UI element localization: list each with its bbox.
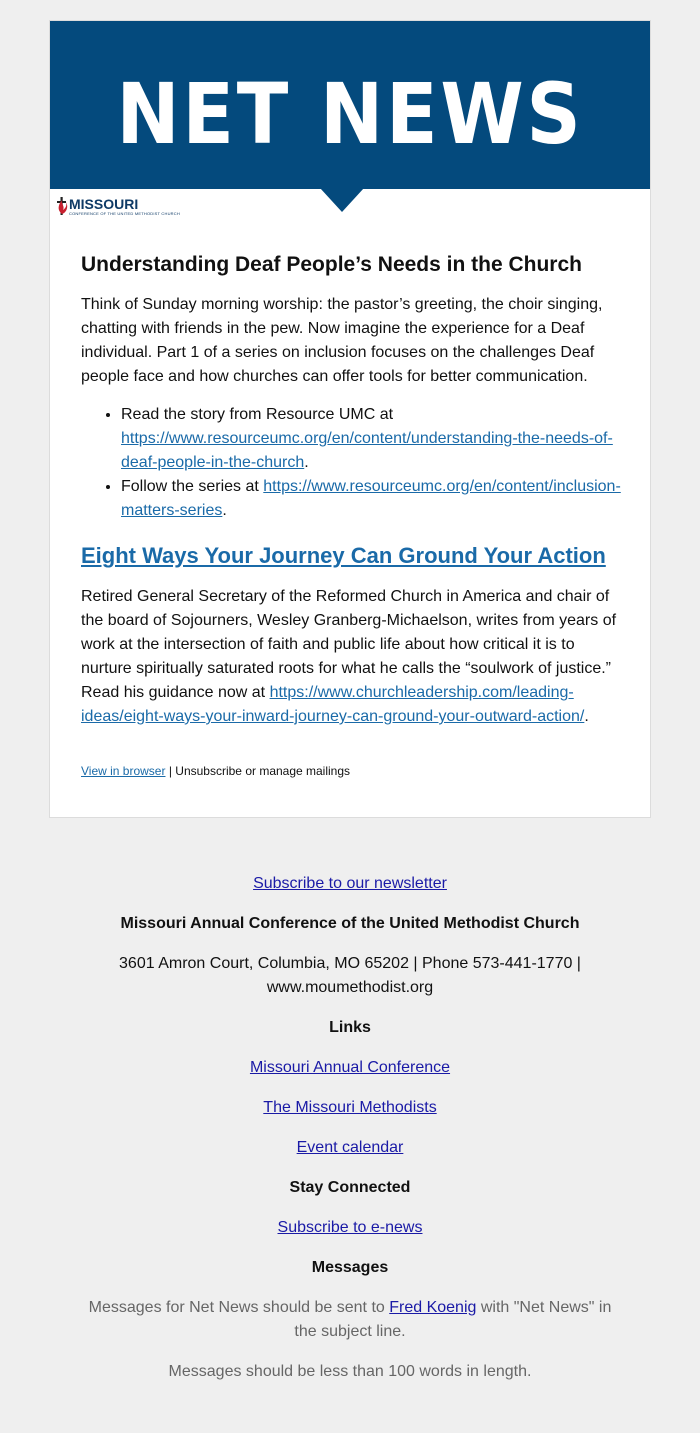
- subscribe-newsletter-link[interactable]: Subscribe to our newsletter: [253, 875, 447, 892]
- separator: |: [165, 764, 176, 778]
- missouri-logo: [56, 195, 180, 219]
- organization-name: Missouri Annual Conference of the United Methodist Church: [120, 915, 580, 932]
- newsletter-content: [81, 251, 626, 779]
- article-body: Think of Sunday morning worship: the pastor’s greeting, the choir singing, chatting with friends in the pew. Now imagine the experience for a Deaf individual. Part 1 of a series on inclusion focuses on the challenges Deaf people face and how churches can offer tools for better communication.: [81, 296, 603, 385]
- footer-row: [85, 1136, 615, 1160]
- banner-title: NET NEWS: [116, 65, 584, 163]
- footer-row: [85, 872, 615, 896]
- subscribe-enews-link[interactable]: Subscribe to e-news: [277, 1219, 423, 1236]
- mail-links: [81, 763, 626, 779]
- article-body-text: Retired General Secretary of the Reformed Church in America and chair of the board of Sojourners, Wesley Granberg-Michaelson, writes from years of work at the intersection of faith and public life about how critical it is to nurture spiritually saturated roots for what he calls the “soulwork of justice.” Read his guidance now at: [81, 588, 617, 701]
- list-item: [121, 475, 626, 523]
- missouri-conference-link[interactable]: Missouri Annual Conference: [249, 1059, 451, 1076]
- resource-story-link[interactable]: https://www.resourceumc.org/en/content/understanding-the-needs-of-deaf-people-in-the-church: [121, 430, 613, 471]
- stay-connected-heading: Stay Connected: [289, 1179, 411, 1196]
- bullet-suffix: .: [222, 502, 227, 519]
- messages-text-suffix: with "Net News" in the subject line.: [294, 1299, 612, 1340]
- list-item: [121, 403, 626, 475]
- header-banner: [50, 21, 650, 189]
- logo-wordmark: MISSOURI: [69, 196, 139, 212]
- links-heading: Links: [329, 1019, 371, 1036]
- article-body: [81, 585, 626, 729]
- view-in-browser-link[interactable]: View in browser: [81, 764, 166, 778]
- churchleadership-link[interactable]: https://www.churchleadership.com/leading-ideas/eight-ways-your-inward-journey-can-ground-your-outward-action/: [81, 684, 585, 725]
- messages-text: Messages for Net News should be sent to: [88, 1299, 390, 1316]
- article-title-link[interactable]: Eight Ways Your Journey Can Ground Your Action: [81, 543, 606, 568]
- article-title: Understanding Deaf People’s Needs in the Church: [81, 253, 582, 276]
- newsletter-card: [49, 20, 651, 818]
- footer-row: [85, 1056, 615, 1080]
- bullet-text: Read the story from Resource UMC at: [121, 406, 394, 423]
- cross-flame-icon: [56, 196, 68, 216]
- missouri-methodists-link[interactable]: The Missouri Methodists: [263, 1099, 437, 1116]
- unsubscribe-text: Unsubscribe or manage mailings: [175, 764, 351, 778]
- banner-notch: [320, 188, 364, 212]
- logo-subtitle: CONFERENCE OF THE UNITED METHODIST CHURCH: [69, 211, 180, 216]
- address: 3601 Amron Court, Columbia, MO 65202 | Phone 573-441-1770 | www.moumethodist.org: [119, 955, 581, 996]
- messages-note: [85, 1296, 615, 1344]
- article-title-link-heading: [81, 541, 626, 571]
- series-link[interactable]: https://www.resourceumc.org/en/content/inclusion-matters-series: [121, 478, 621, 519]
- bullet-text: Follow the series at: [121, 478, 264, 495]
- article-links-list: [81, 403, 626, 523]
- footer: [0, 872, 700, 1400]
- messages-heading: Messages: [311, 1259, 389, 1276]
- event-calendar-link[interactable]: Event calendar: [296, 1139, 404, 1156]
- footer-row: [85, 1216, 615, 1240]
- length-note: Messages should be less than 100 words in length.: [168, 1363, 532, 1380]
- footer-row: [85, 1096, 615, 1120]
- article-body-suffix: .: [584, 708, 589, 725]
- bullet-suffix: .: [304, 454, 309, 471]
- fred-koenig-link[interactable]: Fred Koenig: [389, 1299, 477, 1316]
